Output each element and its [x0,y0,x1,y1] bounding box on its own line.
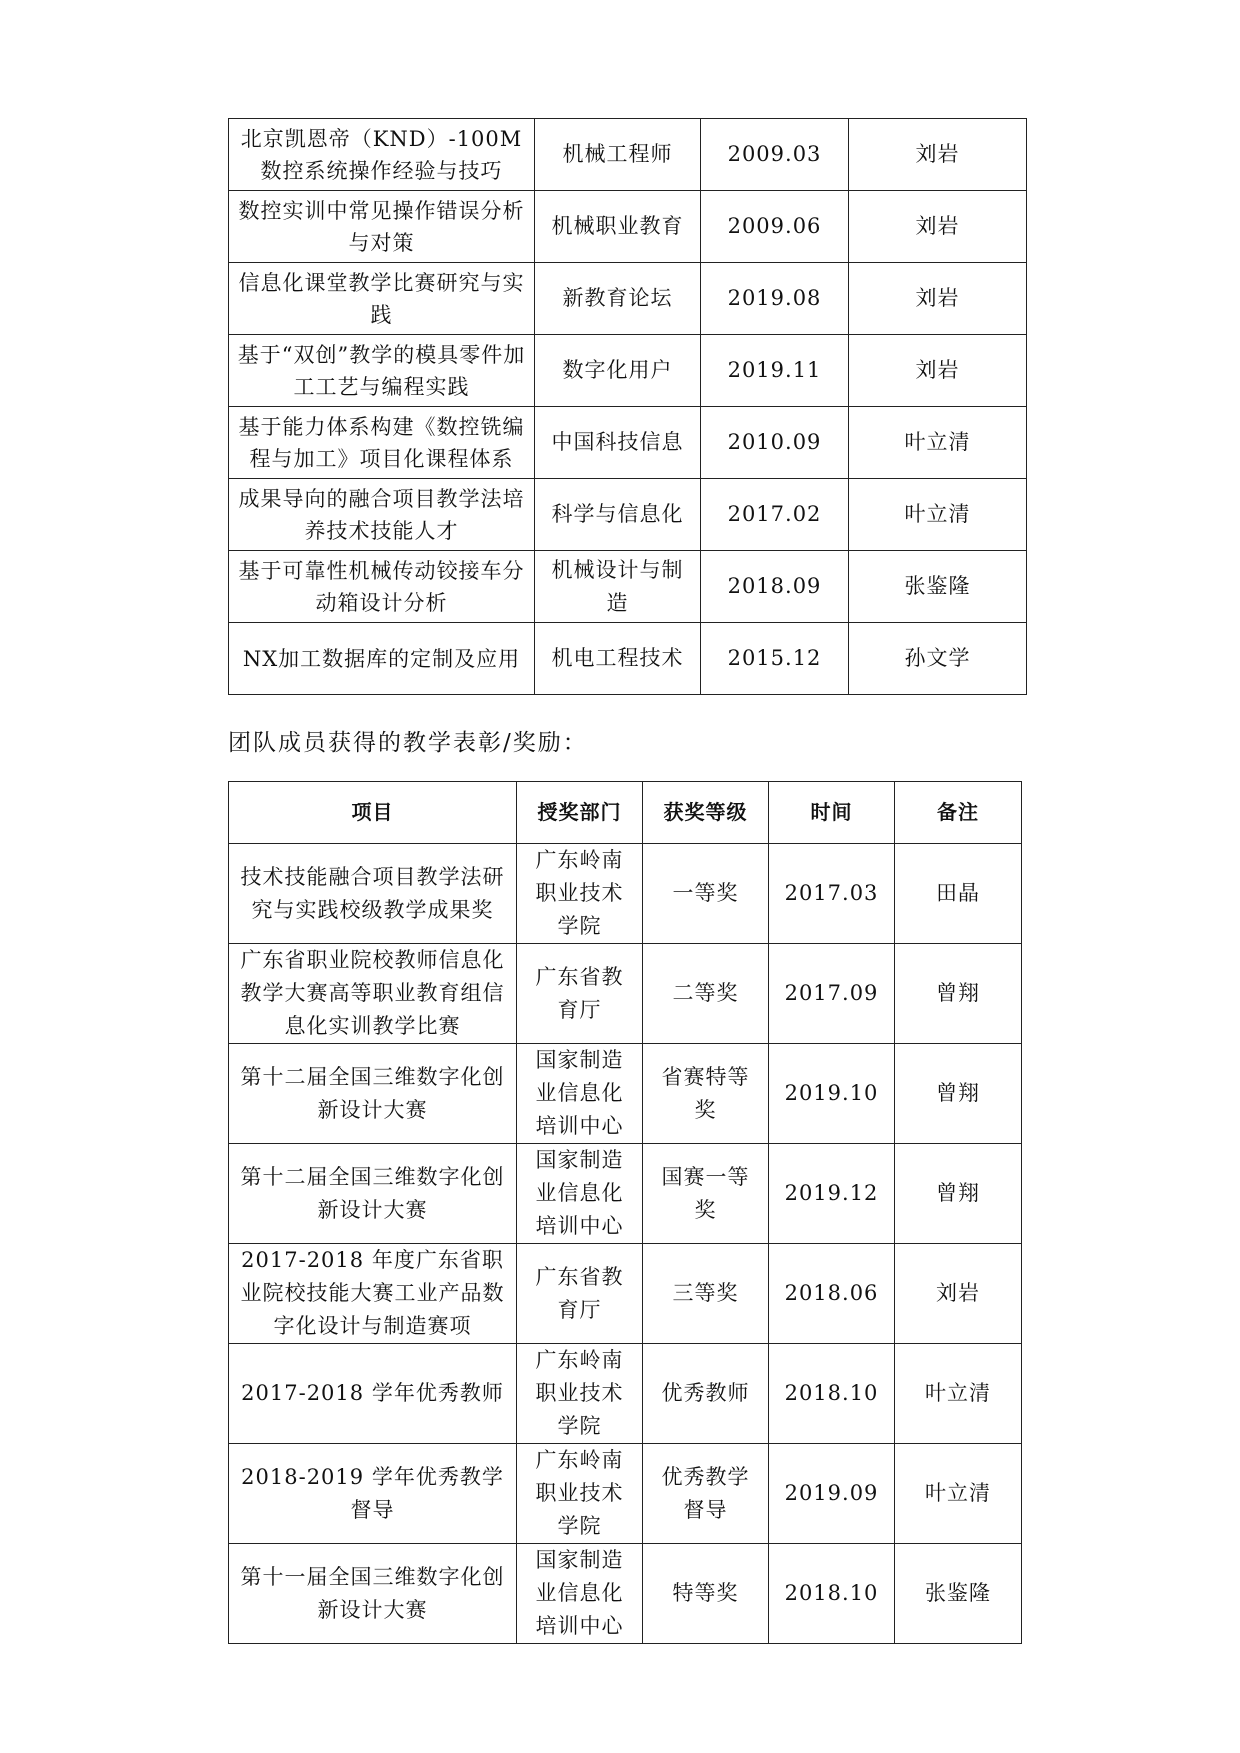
award-time: 2017.09 [769,944,895,1044]
award-item: 2017-2018 年度广东省职业院校技能大赛工业产品数字化设计与制造赛项 [229,1244,517,1344]
award-level: 优秀教师 [643,1344,769,1444]
table-row [229,1144,1022,1244]
paper-author: 刘岩 [849,191,1027,263]
award-level: 优秀教学督导 [643,1444,769,1544]
paper-journal: 机械工程师 [535,119,701,191]
paper-journal: 中国科技信息 [535,407,701,479]
table-row [229,263,1027,335]
award-dept: 广东岭南职业技术学院 [517,1344,643,1444]
award-dept: 广东省教育厅 [517,944,643,1044]
paper-title: 数控实训中常见操作错误分析与对策 [229,191,535,263]
paper-date: 2018.09 [701,551,849,623]
award-dept: 广东岭南职业技术学院 [517,844,643,944]
table-row [229,844,1022,944]
award-item: 2018-2019 学年优秀教学督导 [229,1444,517,1544]
papers-table [228,118,1027,695]
award-item: 技术技能融合项目教学法研究与实践校级教学成果奖 [229,844,517,944]
paper-journal: 数字化用户 [535,335,701,407]
award-dept: 国家制造业信息化培训中心 [517,1544,643,1644]
table-row [229,191,1027,263]
table-row [229,119,1027,191]
paper-author: 刘岩 [849,119,1027,191]
table-row [229,479,1027,551]
paper-author: 叶立清 [849,479,1027,551]
table-row [229,1544,1022,1644]
table-row [229,1344,1022,1444]
award-item: 2017-2018 学年优秀教师 [229,1344,517,1444]
paper-date: 2019.08 [701,263,849,335]
award-level: 一等奖 [643,844,769,944]
paper-date: 2019.11 [701,335,849,407]
paper-title: 基于可靠性机械传动铰接车分动箱设计分析 [229,551,535,623]
award-note: 张鉴隆 [895,1544,1022,1644]
award-item: 第十二届全国三维数字化创新设计大赛 [229,1044,517,1144]
award-time: 2019.12 [769,1144,895,1244]
paper-title: 基于能力体系构建《数控铣编程与加工》项目化课程体系 [229,407,535,479]
table-row [229,1044,1022,1144]
award-time: 2019.10 [769,1044,895,1144]
paper-author: 刘岩 [849,263,1027,335]
table-row [229,944,1022,1044]
paper-journal: 机械职业教育 [535,191,701,263]
award-item: 广东省职业院校教师信息化教学大赛高等职业教育组信息化实训教学比赛 [229,944,517,1044]
award-note: 曾翔 [895,1044,1022,1144]
award-time: 2017.03 [769,844,895,944]
paper-author: 叶立清 [849,407,1027,479]
paper-title: 基于“双创”教学的模具零件加工工艺与编程实践 [229,335,535,407]
paper-date: 2017.02 [701,479,849,551]
awards-caption: 团队成员获得的教学表彰/奖励： [228,730,588,756]
award-level: 国赛一等奖 [643,1144,769,1244]
award-item: 第十一届全国三维数字化创新设计大赛 [229,1544,517,1644]
paper-journal: 机电工程技术 [535,623,701,695]
header-dept: 授奖部门 [517,782,643,844]
header-time: 时间 [769,782,895,844]
award-note: 叶立清 [895,1444,1022,1544]
paper-date: 2009.03 [701,119,849,191]
award-time: 2018.10 [769,1544,895,1644]
paper-date: 2009.06 [701,191,849,263]
award-time: 2019.09 [769,1444,895,1544]
award-dept: 广东省教育厅 [517,1244,643,1344]
table-row [229,1244,1022,1344]
paper-journal: 新教育论坛 [535,263,701,335]
award-level: 二等奖 [643,944,769,1044]
award-note: 刘岩 [895,1244,1022,1344]
award-level: 特等奖 [643,1544,769,1644]
award-item: 第十二届全国三维数字化创新设计大赛 [229,1144,517,1244]
table-row [229,407,1027,479]
award-dept: 国家制造业信息化培训中心 [517,1044,643,1144]
paper-title: 北京凯恩帝（KND）-100M数控系统操作经验与技巧 [229,119,535,191]
award-level: 三等奖 [643,1244,769,1344]
paper-author: 刘岩 [849,335,1027,407]
paper-title: 成果导向的融合项目教学法培养技术技能人才 [229,479,535,551]
award-dept: 国家制造业信息化培训中心 [517,1144,643,1244]
award-time: 2018.10 [769,1344,895,1444]
paper-date: 2015.12 [701,623,849,695]
paper-journal: 科学与信息化 [535,479,701,551]
header-item: 项目 [229,782,517,844]
award-dept: 广东岭南职业技术学院 [517,1444,643,1544]
award-note: 田晶 [895,844,1022,944]
award-level: 省赛特等奖 [643,1044,769,1144]
paper-date: 2010.09 [701,407,849,479]
awards-table [228,781,1022,1644]
table-row [229,551,1027,623]
table-header-row [229,782,1022,844]
header-level: 获奖等级 [643,782,769,844]
paper-title: NX加工数据库的定制及应用 [229,623,535,695]
table-row [229,623,1027,695]
table-row [229,1444,1022,1544]
paper-author: 孙文学 [849,623,1027,695]
paper-author: 张鉴隆 [849,551,1027,623]
award-note: 叶立清 [895,1344,1022,1444]
table-row [229,335,1027,407]
award-note: 曾翔 [895,1144,1022,1244]
header-note: 备注 [895,782,1022,844]
paper-title: 信息化课堂教学比赛研究与实践 [229,263,535,335]
award-note: 曾翔 [895,944,1022,1044]
paper-journal: 机械设计与制造 [535,551,701,623]
award-time: 2018.06 [769,1244,895,1344]
